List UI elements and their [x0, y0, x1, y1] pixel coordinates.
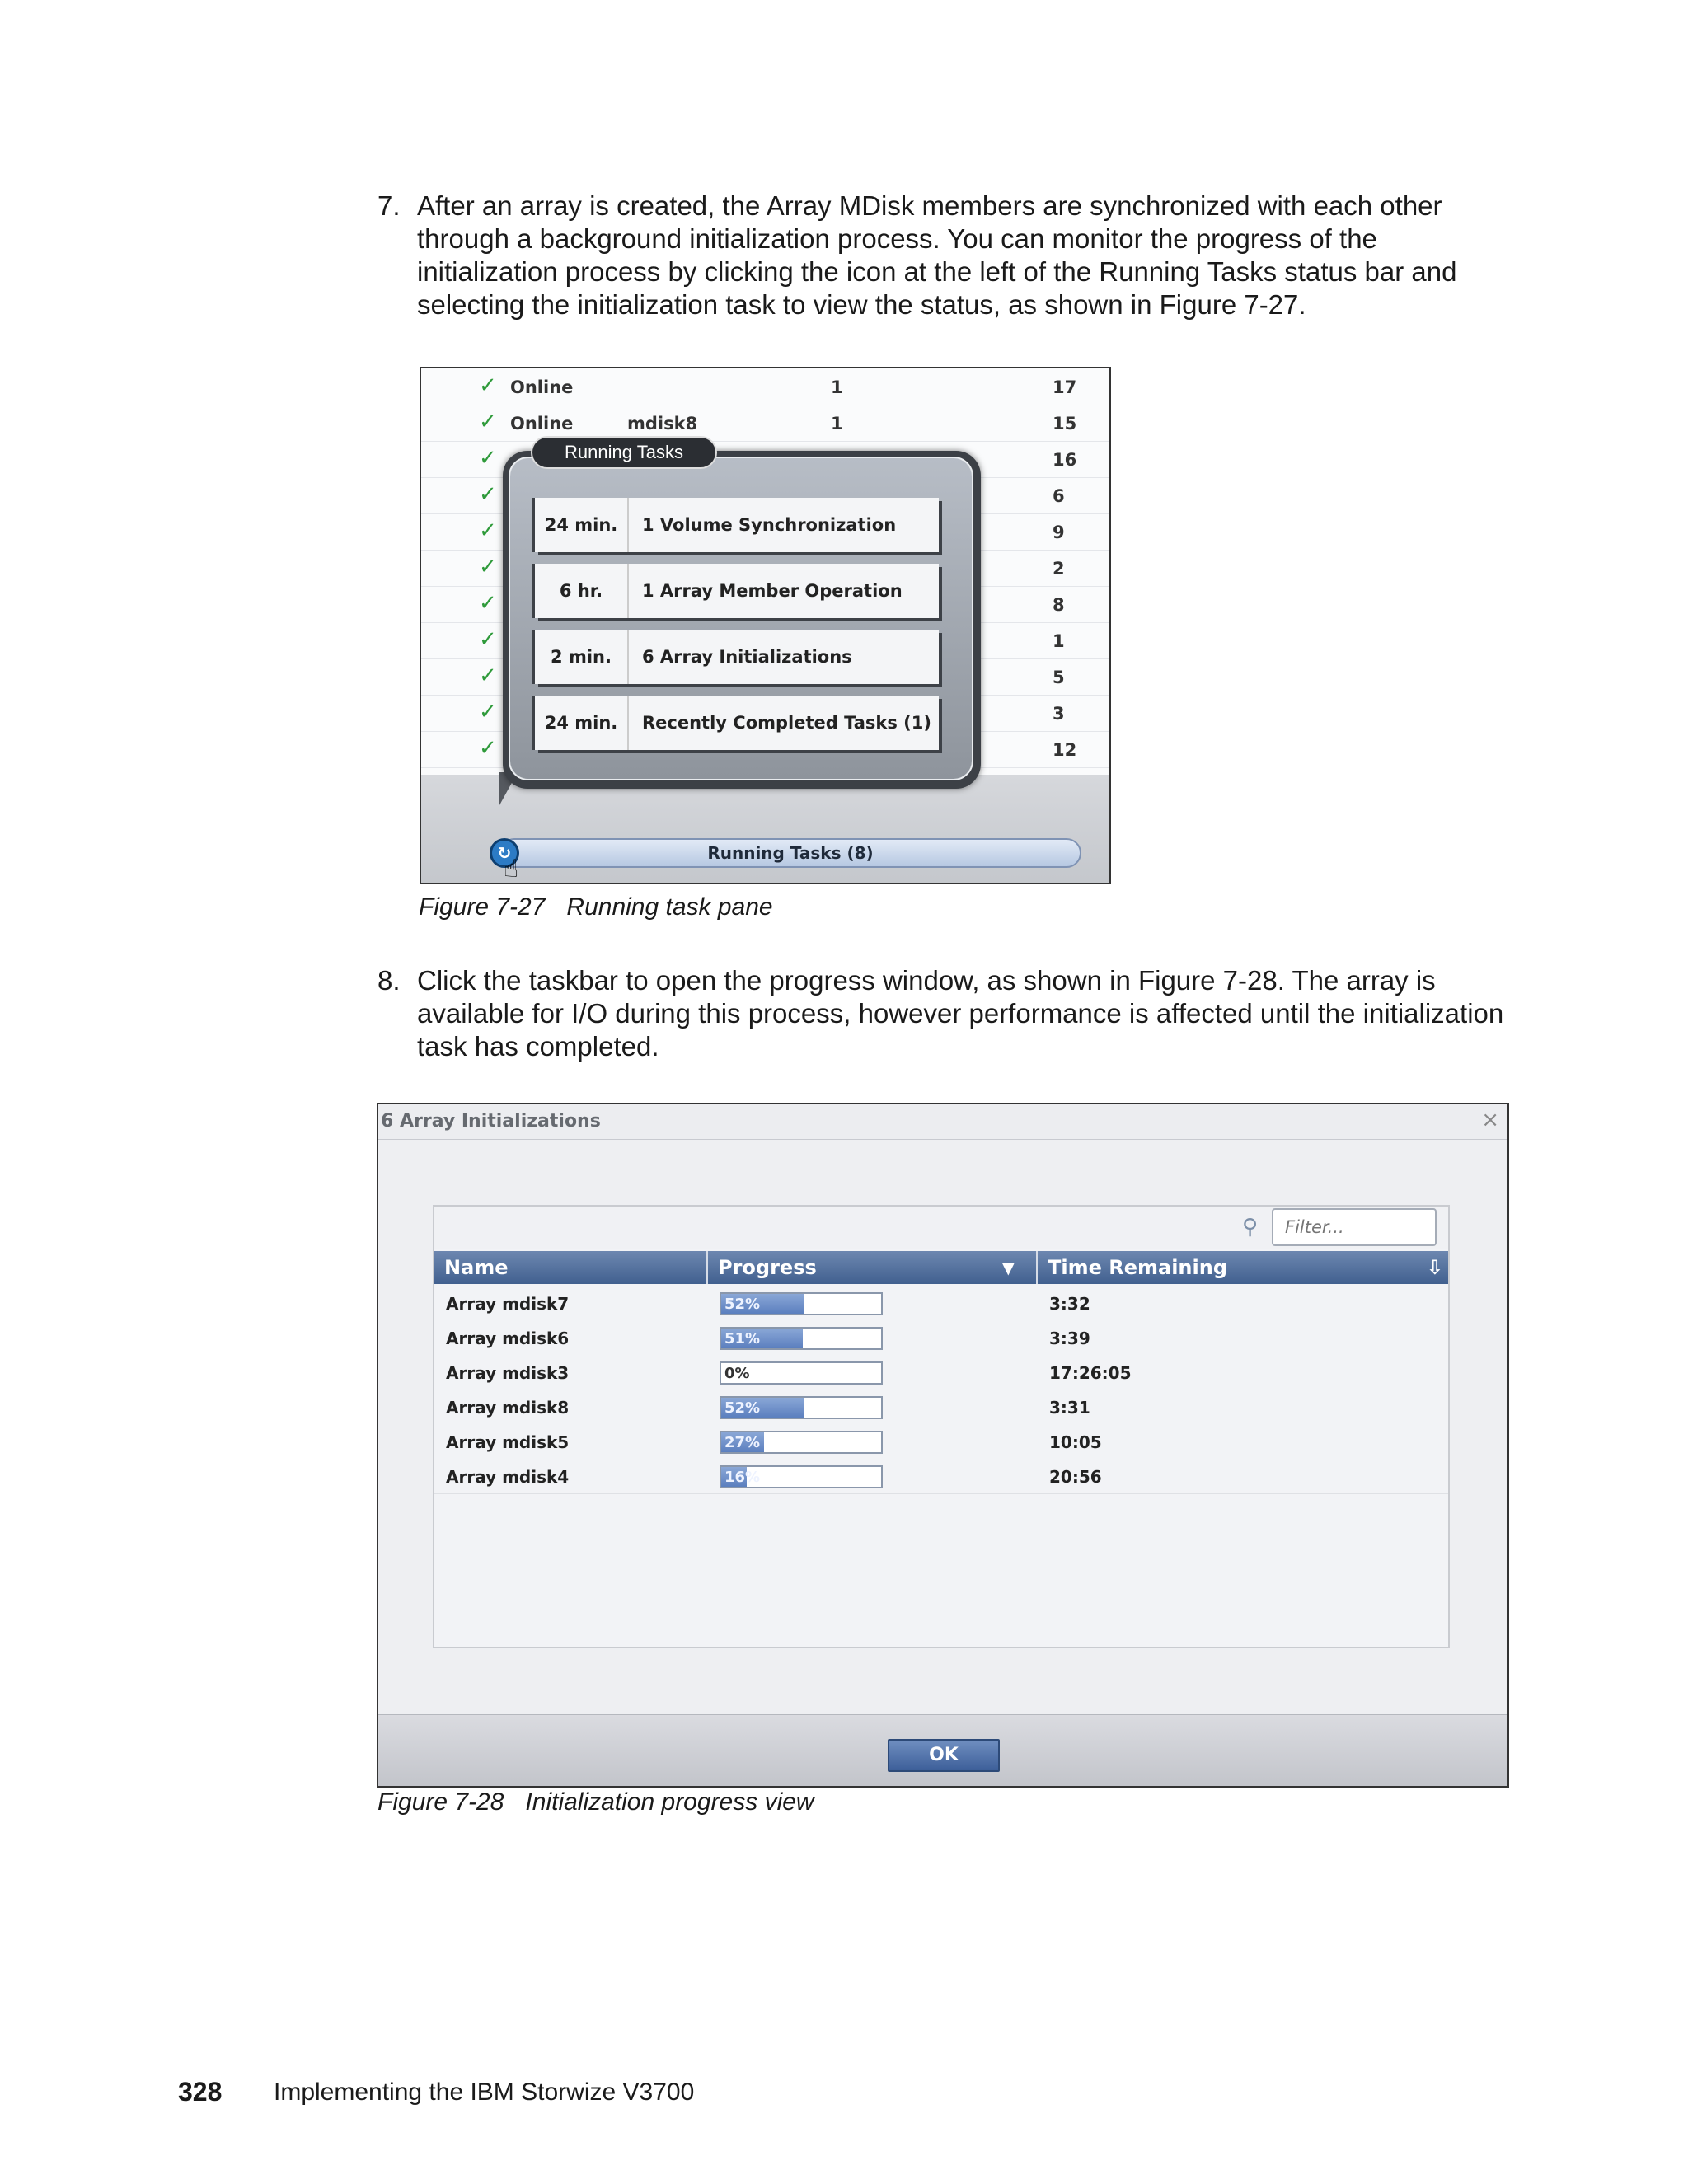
dialog-titlebar — [378, 1104, 1507, 1140]
checkmark-icon: ✓ — [479, 736, 497, 761]
running-task-pane-figure — [420, 367, 1111, 884]
task-label: 6 Array Initializations — [642, 646, 852, 667]
column-chooser-icon[interactable]: ⇩ — [1426, 1256, 1443, 1279]
caption-text: Initialization progress view — [525, 1788, 814, 1816]
book-title: Implementing the IBM Storwize V3700 — [274, 2079, 695, 2106]
status-text: Online — [510, 377, 574, 397]
table-row[interactable] — [434, 1424, 1448, 1460]
checkmark-icon: ✓ — [479, 627, 497, 652]
mdisk-name: mdisk8 — [627, 414, 698, 434]
running-tasks-icon[interactable]: ↻ — [490, 838, 519, 868]
table-header — [434, 1251, 1448, 1284]
step-number: 7. — [377, 190, 401, 221]
progress-table-panel — [433, 1205, 1450, 1648]
figure-27-caption — [419, 893, 773, 921]
status-text: Online — [510, 414, 574, 434]
progress-percent: 52% — [724, 1399, 761, 1417]
step-7 — [377, 190, 1523, 321]
cell-value: 16 — [1053, 450, 1077, 470]
caption-label: Figure 7-27 — [419, 893, 546, 921]
close-icon[interactable]: × — [1481, 1108, 1499, 1132]
array-name: Array mdisk4 — [446, 1467, 570, 1487]
time-remaining: 10:05 — [1049, 1432, 1102, 1452]
checkmark-icon: ✓ — [479, 518, 497, 543]
task-time: 24 min. — [535, 696, 629, 750]
cell-value: 8 — [1053, 595, 1065, 615]
table-row[interactable] — [434, 1286, 1448, 1321]
checkmark-icon: ✓ — [479, 591, 497, 616]
cell-value: 6 — [1053, 486, 1065, 506]
cell-value: 2 — [1053, 559, 1065, 579]
task-label: 1 Volume Synchronization — [642, 514, 897, 535]
step-8 — [377, 964, 1523, 1063]
step-text: After an array is created, the Array MDisk members are synchronized with each other through a background initialization process. You can monitor the progress of the initialization process by clicking the icon at the left of the Running Tasks status bar and selecting the initialization task to view the status, as shown in Figure 7-27. — [417, 190, 1457, 320]
checkmark-icon: ✓ — [479, 446, 497, 471]
cell-value: 5 — [1053, 668, 1065, 687]
progress-bar — [720, 1465, 883, 1488]
cell-value: 9 — [1053, 523, 1065, 542]
task-time: 6 hr. — [535, 564, 629, 618]
caption-text: Running task pane — [566, 893, 773, 921]
column-header-time-remaining[interactable]: Time Remaining ⇩ — [1038, 1251, 1448, 1284]
array-name: Array mdisk6 — [446, 1329, 570, 1348]
filter-input[interactable] — [1272, 1208, 1437, 1246]
array-name: Array mdisk3 — [446, 1363, 570, 1383]
step-number: 8. — [377, 965, 401, 996]
table-row — [421, 405, 1109, 442]
cell-value: 17 — [1053, 377, 1077, 397]
progress-bar — [720, 1431, 883, 1454]
checkmark-icon: ✓ — [479, 410, 497, 434]
array-name: Array mdisk7 — [446, 1294, 570, 1314]
progress-bar — [720, 1396, 883, 1419]
running-tasks-taskbar[interactable]: Running Tasks (8) — [499, 838, 1081, 868]
cell-value: 1 — [1053, 631, 1065, 651]
task-item[interactable] — [535, 564, 939, 618]
cell-value: 1 — [831, 414, 843, 434]
progress-bar — [720, 1292, 883, 1315]
array-name: Array mdisk5 — [446, 1432, 570, 1452]
progress-percent: 27% — [724, 1434, 761, 1451]
ok-button[interactable]: OK — [888, 1739, 1000, 1772]
checkmark-icon: ✓ — [479, 555, 497, 579]
time-remaining: 3:32 — [1049, 1294, 1090, 1314]
table-row[interactable] — [434, 1320, 1448, 1356]
search-icon[interactable]: ⚲ — [1242, 1215, 1259, 1240]
task-time: 2 min. — [535, 630, 629, 684]
checkmark-icon: ✓ — [479, 373, 497, 398]
popup-title: Running Tasks — [531, 436, 717, 469]
progress-percent: 52% — [724, 1296, 761, 1313]
table-row[interactable] — [434, 1355, 1448, 1390]
cell-value: 3 — [1053, 704, 1065, 724]
table-row[interactable] — [434, 1390, 1448, 1425]
progress-percent: 0% — [724, 1365, 750, 1382]
sort-descending-icon[interactable]: ▼ — [1001, 1258, 1015, 1277]
task-time: 24 min. — [535, 498, 629, 552]
time-remaining: 17:26:05 — [1049, 1363, 1132, 1383]
initialization-progress-dialog — [377, 1103, 1509, 1788]
checkmark-icon: ✓ — [479, 482, 497, 507]
page-number: 328 — [178, 2077, 223, 2107]
progress-bar — [720, 1327, 883, 1350]
hand-cursor-icon: ☝ — [504, 855, 519, 883]
progress-bar — [720, 1361, 883, 1385]
task-item[interactable] — [535, 498, 939, 552]
checkmark-icon: ✓ — [479, 700, 497, 724]
cell-value: 1 — [831, 377, 843, 397]
time-remaining: 3:31 — [1049, 1398, 1090, 1418]
time-remaining: 20:56 — [1049, 1467, 1102, 1487]
status-area — [421, 775, 1109, 884]
progress-percent: 16% — [724, 1469, 761, 1486]
task-label: Recently Completed Tasks (1) — [642, 712, 931, 733]
caption-label: Figure 7-28 — [377, 1788, 504, 1816]
cell-value: 15 — [1053, 414, 1077, 434]
column-header-progress[interactable]: Progress ▼ — [708, 1251, 1038, 1284]
table-row[interactable] — [434, 1459, 1448, 1494]
checkmark-icon: ✓ — [479, 663, 497, 688]
task-item[interactable] — [535, 630, 939, 684]
column-header-name[interactable]: Name — [434, 1251, 708, 1284]
table-row — [421, 368, 1109, 405]
progress-percent: 51% — [724, 1330, 761, 1347]
cell-value: 12 — [1053, 740, 1077, 760]
step-text: Click the taskbar to open the progress window, as shown in Figure 7-28. The array is available for I/O during this process, however performance is affected until the initialization task has completed. — [417, 965, 1504, 1062]
filter-bar — [434, 1207, 1448, 1249]
dialog-title: 6 Array Initializations — [381, 1111, 601, 1132]
time-remaining: 3:39 — [1049, 1329, 1090, 1348]
figure-28-caption — [377, 1788, 814, 1816]
task-label: 1 Array Member Operation — [642, 580, 903, 601]
task-item[interactable] — [535, 696, 939, 750]
array-name: Array mdisk8 — [446, 1398, 570, 1418]
